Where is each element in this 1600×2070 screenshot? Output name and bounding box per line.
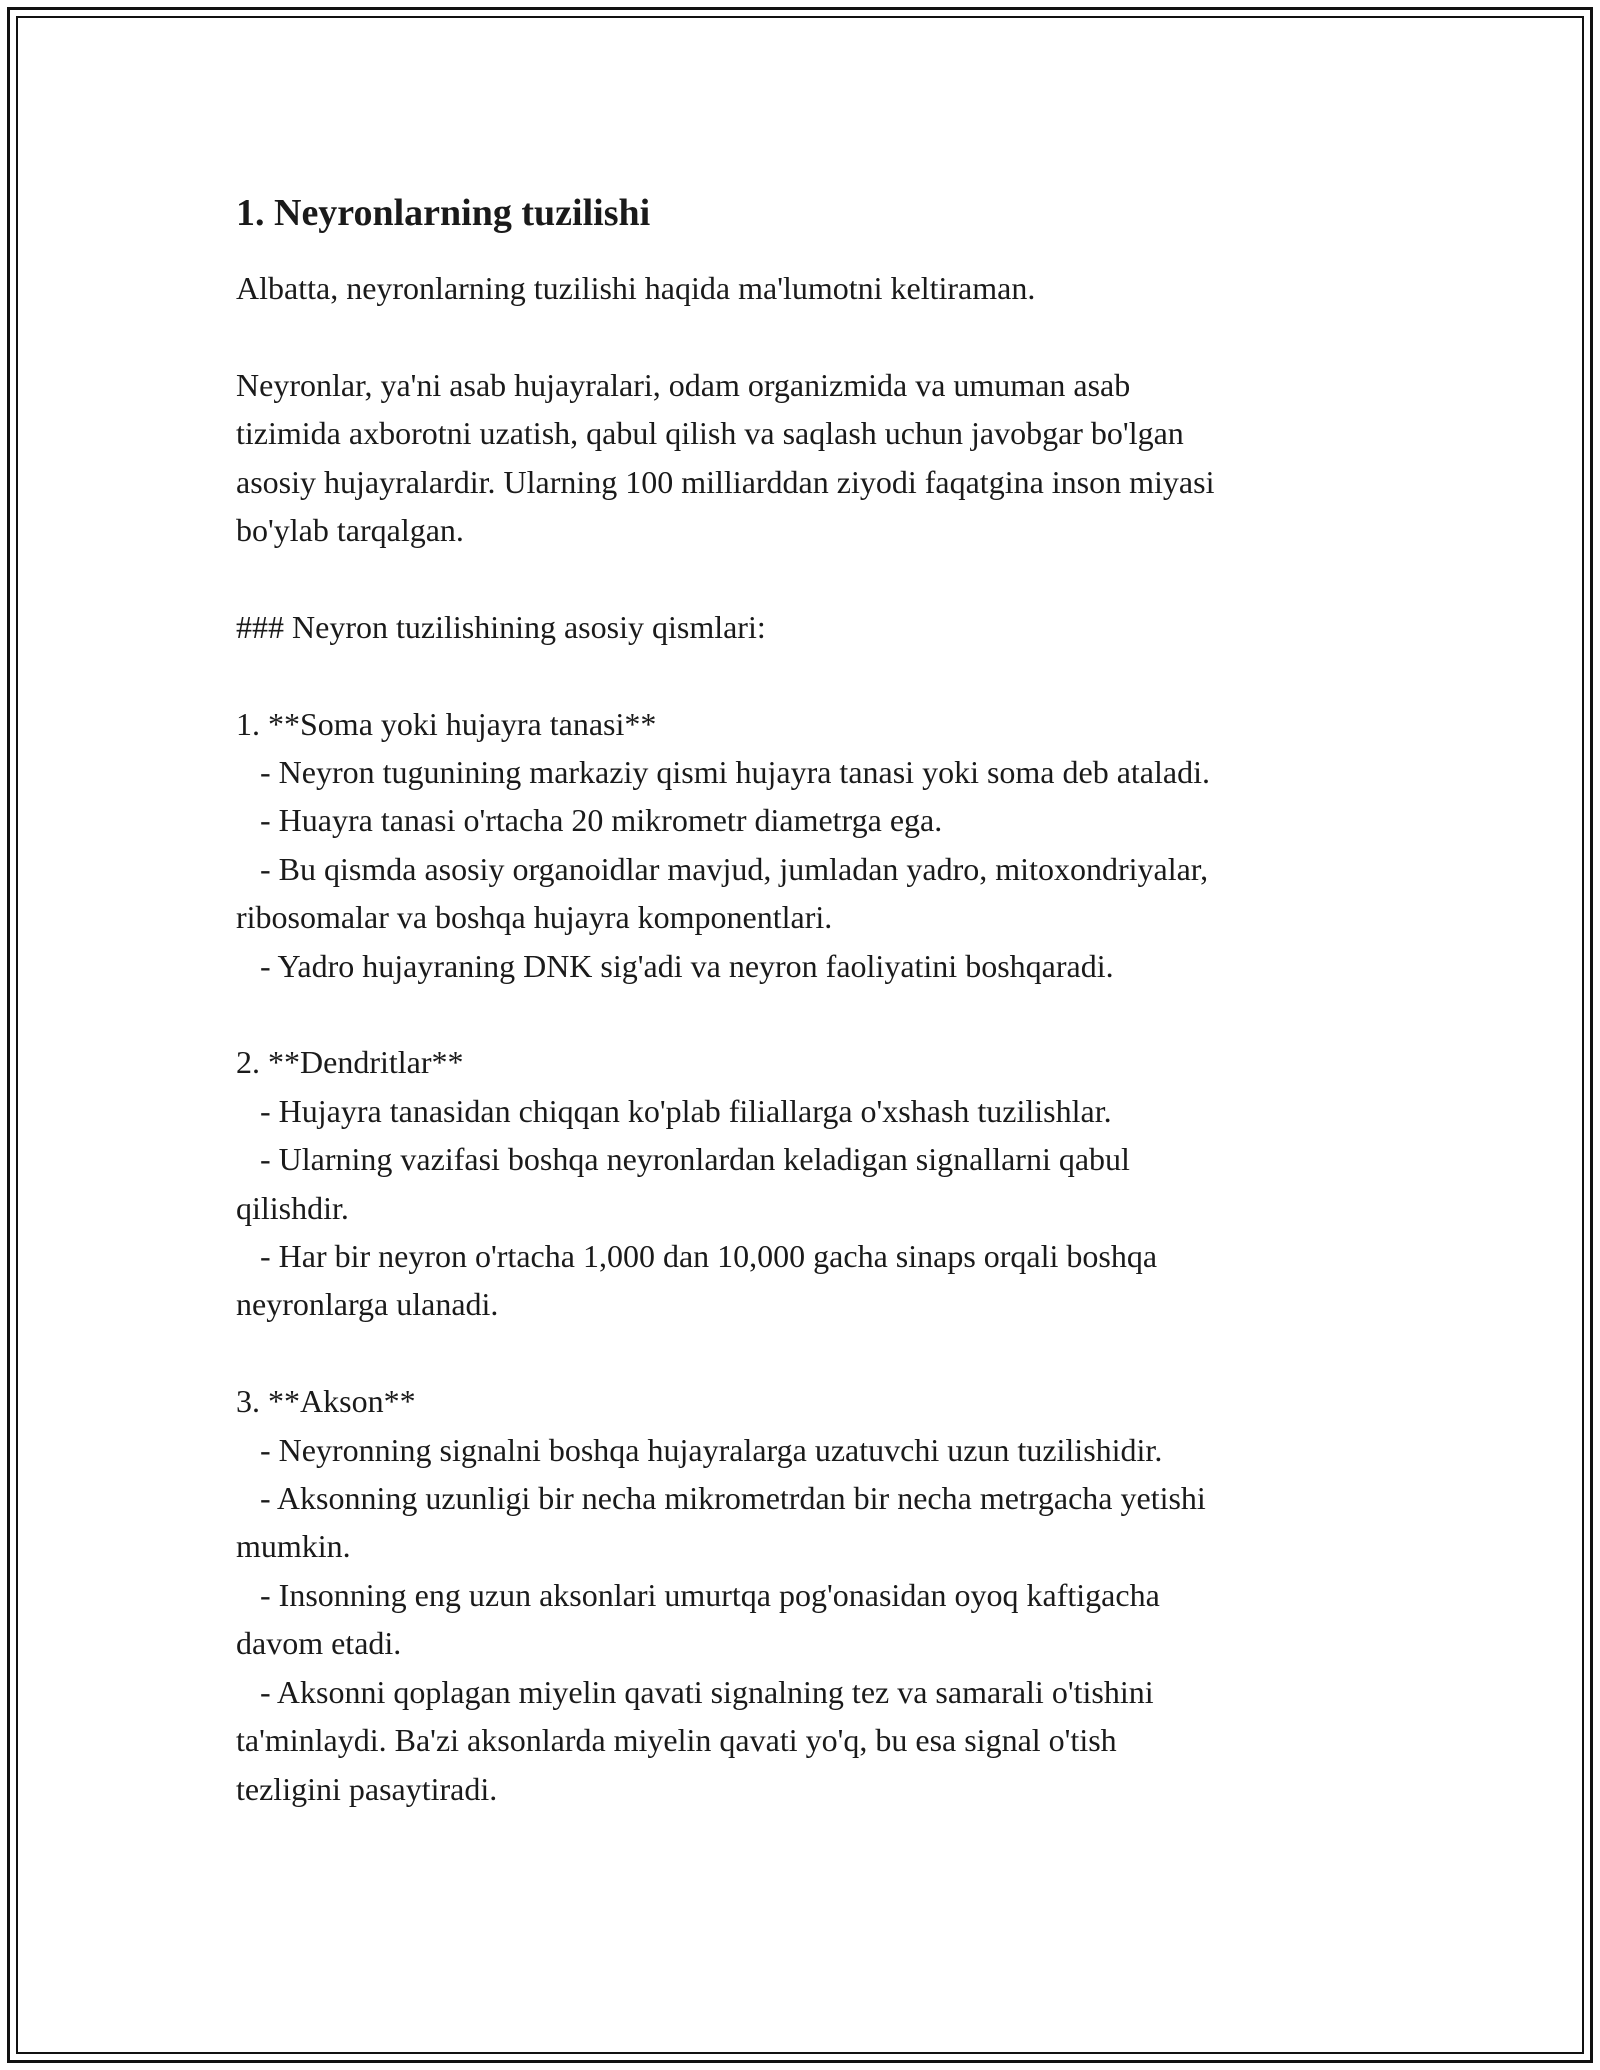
blank-line	[236, 1329, 1366, 1377]
blank-line	[236, 312, 1366, 360]
document-body	[236, 188, 1366, 1813]
text-line: Neyronlar, ya'ni asab hujayralari, odam organizmida va umuman asab	[236, 366, 1131, 403]
text-line: mumkin.	[236, 1528, 351, 1565]
blank-line	[236, 651, 1366, 699]
text-line: - Ularning vazifasi boshqa neyronlardan keladigan signallarni qabul	[236, 1141, 1130, 1178]
text-line: tezligini pasaytiradi.	[236, 1770, 498, 1807]
text-line: - Aksonning uzunligi bir necha mikrometrdan bir necha metrgacha yetishi	[236, 1480, 1206, 1517]
text-line: davom etadi.	[236, 1625, 402, 1662]
text-line: qilishdir.	[236, 1189, 349, 1226]
blank-line	[236, 990, 1366, 1038]
text-line: tizimida axborotni uzatish, qabul qilish va saqlash uchun javobgar bo'lgan	[236, 415, 1184, 452]
text-line: - Insonning eng uzun aksonlari umurtqa pog'onasidan oyoq kaftigacha	[236, 1576, 1160, 1613]
text-line: - Aksonni qoplagan miyelin qavati signalning tez va samarali o'tishini	[236, 1673, 1154, 1710]
text-line: bo'ylab tarqalgan.	[236, 512, 464, 549]
blank-line	[236, 554, 1366, 602]
text-line: ta'minlaydi. Ba'zi aksonlarda miyelin qavati yo'q, bu esa signal o'tish	[236, 1722, 1117, 1759]
text-line: asosiy hujayralardir. Ularning 100 milliarddan ziyodi faqatgina inson miyasi	[236, 463, 1215, 500]
text-line: - Bu qismda asosiy organoidlar mavjud, jumladan yadro, mitoxondriyalar,	[236, 850, 1209, 887]
document-text	[236, 264, 1366, 1813]
text-line: ribosomalar va boshqa hujayra komponentlari.	[236, 899, 833, 936]
text-line: - Huayra tanasi o'rtacha 20 mikrometr diametrga ega.	[236, 802, 943, 839]
text-line: Albatta, neyronlarning tuzilishi haqida ma'lumotni keltiraman.	[236, 270, 1036, 306]
text-line: - Har bir neyron o'rtacha 1,000 dan 10,000 gacha sinaps orqali boshqa	[236, 1238, 1158, 1275]
text-line: 1. **Soma yoki hujayra tanasi**	[236, 705, 657, 742]
text-line: - Hujayra tanasidan chiqqan ko'plab filiallarga o'xshash tuzilishlar.	[236, 1092, 1112, 1129]
document-title: 1. Neyronlarning tuzilishi	[236, 192, 651, 234]
text-line: - Yadro hujayraning DNK sig'adi va neyron faoliyatini boshqaradi.	[236, 947, 1114, 984]
text-line: 2. **Dendritlar**	[236, 1044, 464, 1081]
text-line: neyronlarga ulanadi.	[236, 1286, 499, 1323]
text-line: 3. **Akson**	[236, 1383, 416, 1420]
text-line: - Neyron tugunining markaziy qismi hujayra tanasi yoki soma deb ataladi.	[236, 754, 1210, 791]
text-line: ### Neyron tuzilishining asosiy qismlari:	[236, 608, 766, 645]
text-line: - Neyronning signalni boshqa hujayralarga uzatuvchi uzun tuzilishidir.	[236, 1431, 1163, 1468]
